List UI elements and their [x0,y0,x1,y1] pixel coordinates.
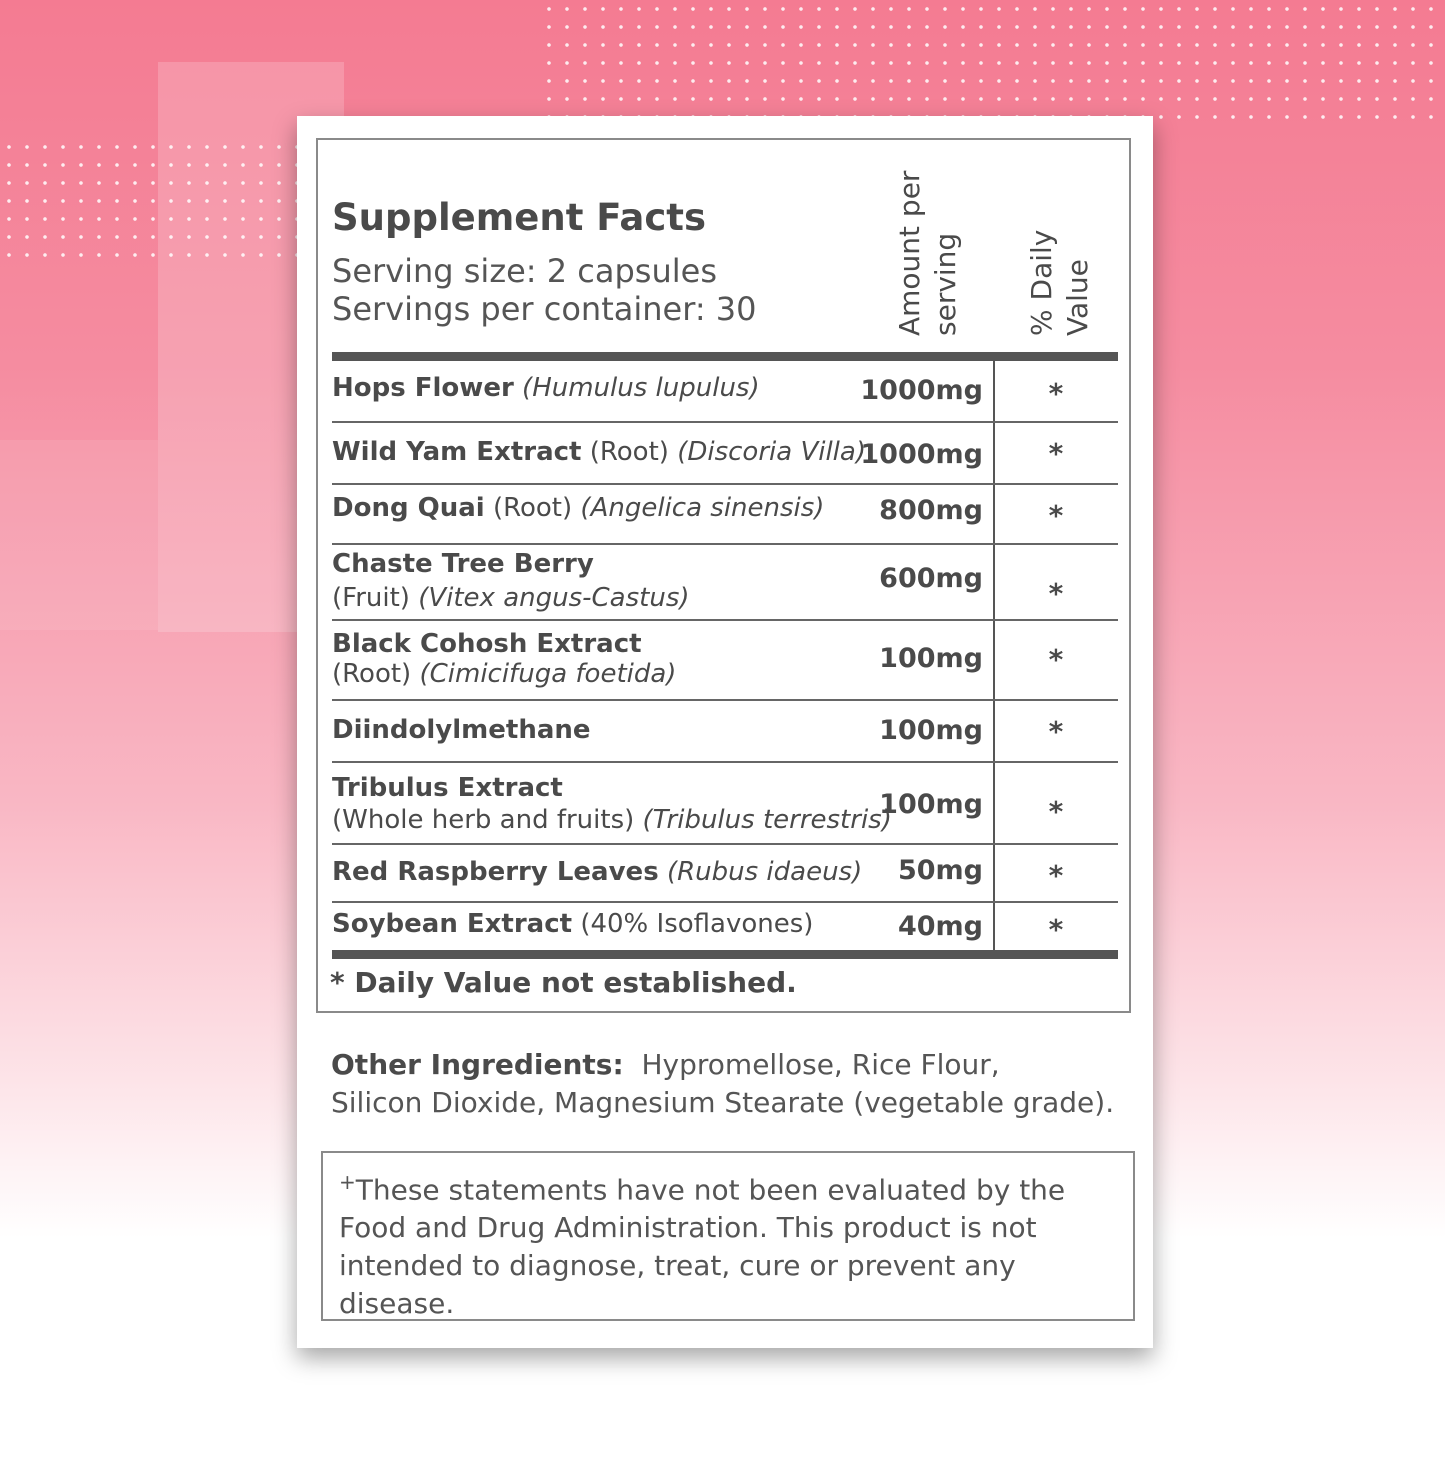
servings-per-container: Servings per container: 30 [332,290,757,328]
ingredient-name [332,715,591,745]
ingredient-name-bold: Tribulus Extract [332,773,563,803]
ingredient-amount: 600mg [879,563,983,594]
ingredient-part: (Fruit) [332,583,410,613]
daily-value-footnote: * Daily Value not established. [330,966,797,999]
ingredient-row [332,903,1118,953]
daily-value-mark: * [1048,499,1064,532]
daily-value-mark: * [1048,795,1064,828]
ingredient-row [332,485,1118,545]
supplement-label-card [297,116,1153,1348]
ingredient-amount: 1000mg [860,439,983,470]
disclaimer-text: These statements have not been evaluated by the Food and Drug Administration. This product is not intended to diagnose, treat, cure or prevent any disease. [339,1173,1066,1321]
ingredient-latin-name: (Rubus idaeus) [666,857,863,887]
ingredient-row [332,545,1118,621]
ingredient-name-bold: Wild Yam Extract [332,437,582,467]
ingredient-latin-name: (Vitex angus-Castus) [418,583,690,613]
ingredient-name-bold: Dong Quai [332,493,485,523]
ingredient-name [332,437,866,467]
ingredient-name-bold: Hops Flower [332,373,514,403]
ingredient-row [332,361,1118,423]
column-header-amount: Amount per serving [893,170,962,336]
ingredient-part: (Root) [492,493,573,523]
fda-disclaimer [321,1151,1135,1321]
ingredient-name-bold: Soybean Extract [332,909,573,939]
supplement-facts-panel [316,138,1131,1013]
divider-thick [332,352,1118,361]
ingredient-name [332,909,813,939]
ingredient-row [332,701,1118,763]
decorative-square [0,440,158,630]
ingredient-latin-name: (Discoria Villa) [677,437,866,467]
daily-value-mark: * [1048,913,1064,946]
ingredient-latin-name: (Angelica sinensis) [580,493,825,523]
ingredient-amount: 800mg [879,495,983,526]
disclaimer-mark: + [339,1170,356,1194]
ingredient-name-bold: Diindolylmethane [332,715,591,745]
ingredient-amount: 100mg [879,643,983,674]
ingredient-name [332,629,642,659]
ingredient-amount: 100mg [879,715,983,746]
ingredient-name-bold: Black Cohosh Extract [332,629,642,659]
ingredient-amount: 1000mg [860,375,983,406]
ingredient-row [332,621,1118,701]
ingredient-part: (Whole herb and fruits) [332,805,635,835]
daily-value-mark: * [1048,643,1064,676]
ingredient-detail [332,583,690,613]
daily-value-mark: * [1048,859,1064,892]
ingredient-latin-name: (Tribulus terrestris) [642,805,892,835]
ingredient-part: (Root) [332,659,412,689]
ingredient-latin-name: (Humulus lupulus) [522,373,760,403]
other-ingredients [331,1046,1114,1122]
ingredient-name [332,857,862,887]
ingredient-amount: 40mg [897,911,983,942]
ingredient-name-bold: Chaste Tree Berry [332,549,594,579]
other-ingredients-line1: Hypromellose, Rice Flour, [641,1048,1000,1081]
divider-thick [332,950,1118,959]
ingredient-detail [332,805,892,835]
ingredient-row [332,423,1118,485]
daily-value-mark: * [1048,715,1064,748]
ingredient-row [332,845,1118,903]
ingredient-amount: 50mg [897,855,983,886]
decorative-dot-pattern [0,138,300,264]
other-ingredients-line2: Silicon Dioxide, Magnesium Stearate (vegetable grade). [331,1086,1115,1119]
ingredient-name [332,549,594,579]
ingredient-amount: 100mg [879,789,983,820]
serving-size: Serving size: 2 capsules [332,252,717,290]
ingredient-name-bold: Red Raspberry Leaves [332,857,659,887]
ingredient-part: (40% Isoflavones) [580,909,814,939]
ingredient-name [332,773,563,803]
daily-value-mark: * [1048,377,1064,410]
ingredient-part: (Root) [589,437,669,467]
daily-value-mark: * [1048,577,1064,610]
ingredient-latin-name: (Cimicifuga foetida) [419,659,677,689]
facts-title: Supplement Facts [332,196,707,239]
ingredient-detail [332,659,676,689]
ingredient-row [332,763,1118,845]
column-header-daily-value: % Daily Value [1025,229,1094,336]
decorative-dot-pattern [540,0,1445,122]
ingredient-name [332,493,824,523]
other-ingredients-label: Other Ingredients: [331,1048,624,1081]
ingredient-name [332,373,760,403]
daily-value-mark: * [1048,437,1064,470]
